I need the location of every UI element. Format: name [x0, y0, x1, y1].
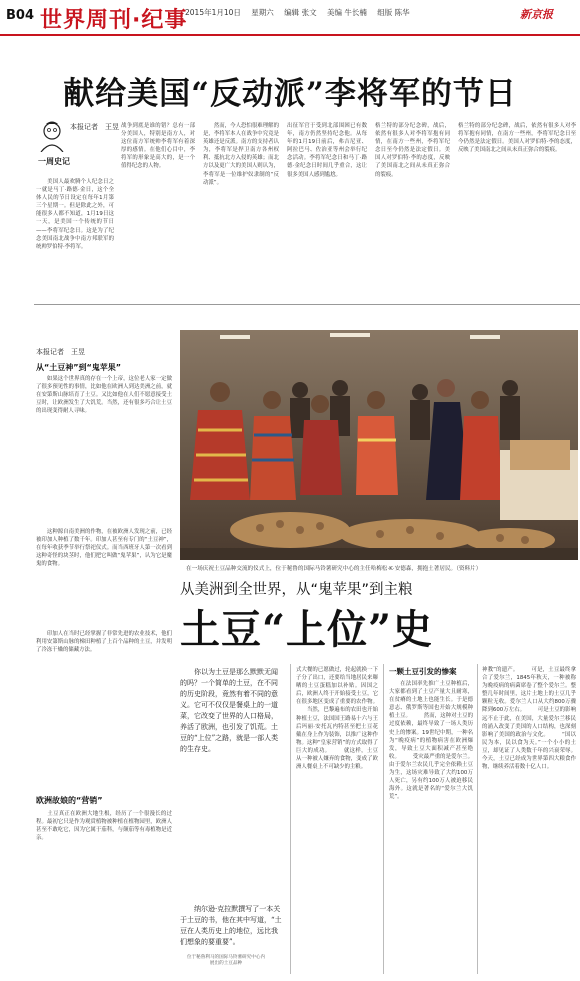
article1-column-1: 美国人最欢腾个人纪念日之一就是马丁·路德·金日，这个全体人民的节日设定在每年1月第三个星期一。但是除此之外，可能很多人都不知道，1月19日这一天，是美国一个传统的节日——李将军纪念日。这是为了纪念美国南北战争中南方邦联军的统帅罗伯特·李将军。	[36, 179, 114, 250]
article1-column-2: 战争到底是谁的错？总有一部分美国人，特别是南方人，对这位南方军统帅李将军有着深厚的感情。在他们心目中，李将军的形象是高大的，是一个值得纪念的人物。	[121, 123, 195, 170]
proofreader: 组版 陈华	[377, 8, 410, 17]
page-header	[0, 0, 580, 36]
publish-date: 2015年1月10日	[185, 8, 241, 17]
ceremony-photo-illustration	[180, 330, 578, 560]
news-photo	[180, 330, 578, 560]
article2-column-1d: 土豆真正在欧洲大地生根，经历了一个很漫长的过程。最初它只是作为观赏植物被种植在植物园里，欧洲人甚至不敢吃它，因为它属于茄科，与颠茄等有毒植物是近亲。	[36, 811, 172, 842]
column-divider	[290, 664, 291, 974]
pull-quote: 你以为土豆是那么默默无闻的吗？一个简单的土豆，在不同的历史阶段，竟然有着不同的意义。它可不仅仅是餐桌上的一道菜，它改变了世界的人口格局，养活了欧洲，也引发了饥荒。土豆的“上位”之路，就是一部人类的生存史。	[180, 668, 279, 753]
column-divider	[477, 664, 478, 974]
article2-column-1b: 这种源自南美洲的作物，在被欧洲人发现之前，已经被印加人种植了数千年。印加人甚至有专门的“土豆神”，在每年收获季节举行祭祀仪式。而当西班牙人第一次看到这种奇怪的块茎时，他们把它叫做“鬼苹果”，认为它是魔鬼的食物。	[36, 529, 172, 568]
article2-column-5: 神教”的遗产。 可是，土豆最终拿合了爱尔兰，1845年秋天，一种被称为晚疫病的病菌席卷了整个爱尔兰。整整几年时间里，这片土地上的土豆几乎颗粒无收。爱尔兰人口从大约800万骤降到600万左右。 可是土豆的影响远不止于此，在美国，大量爱尔兰移民的涌入改变了美国的人口结构，也深刻影响了美国的政治与文化。 “国以民为本，民以食为天。”一个小小的土豆，却见证了人类数千年的兴衰荣辱。今天，土豆已经成为世界第四大粮食作物，继续养活着数十亿人口。	[482, 667, 576, 771]
photo-caption: 在一场庆祝土豆品种交流的仪式上，位于秘鲁的国际马铃薯研究中心的主任哈梅松·K·安德森，拥抱土著居民。（资料片）	[186, 566, 482, 572]
article1-column-3: 然而，今人恐怕很难理解的是，李将军本人在战争中究竟是英雄还是反派。南方的支持者认为，李将军是捍卫南方各州权利、抵抗北方入侵的英雄；而北方以及更广大的美国人则认为，李将军是一位维护奴隶制的“反动派”。	[203, 123, 279, 186]
section-title: 世界周刊·纪事	[40, 8, 188, 33]
article2-subtitle: 从美洲到全世界，从“鬼苹果”到主粮	[180, 582, 413, 598]
subheading: 从“土豆神”到“鬼苹果”	[36, 363, 122, 372]
author-note: 纳尔逊·克拉默撰写了一本关于土豆的书，他在其中写道，“土豆在人类历史上的地位，远比我们想象的要重要”。	[180, 905, 282, 946]
article2-column-4: 在法国率先推广土豆种植后，大家都看到了土豆产量大且耐寒，在贫瘠的土地上也能生长。于是德意志、俄罗斯等国也开始大规模种植土豆。 然而，这种对土豆的过度依赖，最终导致了一场人类历史上的惨案。19世纪中期，一种名为“晚疫病”的植物病害在欧洲爆发，导致土豆大面积减产甚至绝收。 受灾最严重的是爱尔兰。由于爱尔兰农民几乎完全依赖土豆为生，这场灾难导致了大约100万人死亡，另有约100万人被迫移民海外。这就是著名的“爱尔兰大饥荒”。	[389, 681, 473, 801]
article2-column-3: 式大餐的已愿做过，轮起就换一下子分了出口，还要给当地居民来曝晒的土豆蛋糕加以补贴。因国之后，欧洲人终于开始接受土豆，它在很多地区变成了重要的农作物。 当然，巴黎遍布的农田也开始种植土豆，法国国王路易十六与王后玛丽·安托瓦内特甚至把土豆花戴在身上作为装饰，以推广这种作物。这种“皇家营销”的方式取得了巨大的成功。 就这样，土豆从一种被人嫌弃的食物，变成了欧洲人餐桌上不可缺少的主粮。	[296, 667, 378, 771]
inset-caption: 位于秘鲁利马的国际马铃薯研究中心内展出的土豆品种	[186, 955, 266, 966]
article2-column-1a: 如果这个世界真的存在一个上帝，这位老人家一定做了很多预见性的事情，比如他在欧洲人到达美洲之前，就在安第斯山脉培育了土豆。又比如他在人们不愿意接受土豆时，让欧洲发生了大饥荒。当然，还有很多巧合让土豆的出现变得耐人寻味。	[36, 376, 172, 415]
subheading: 一颗土豆引发的惨案	[389, 667, 457, 676]
article2-column-1c: 印加人在当时已经掌握了非常先进的农业技术，他们利用安第斯山脉的梯田种植了上百个品种的土豆，并发明了冷冻干燥的储藏方法。	[36, 631, 172, 654]
author-portrait-icon	[38, 120, 66, 152]
newspaper-logo: 新京报	[520, 8, 553, 21]
article1-column-6: 格兰特的部分纪念碑，战后，依然有很多人对李将军抱有同情，在南方一些州，李将军纪念日至今仍然是法定假日。美国人对罗伯特·李的态度，反映了美国南北之间从未真正弥合的裂痕。	[458, 123, 576, 154]
column-divider	[383, 664, 384, 974]
article1-column-5: 格兰特的部分纪念碑，战后，依然有很多人对李将军抱有同情，在南方一些州，李将军纪念日至今仍然是法定假日。美国人对罗伯特·李的态度，反映了美国南北之间从未真正弥合的裂痕。	[375, 123, 450, 178]
column-byline-block	[38, 118, 128, 173]
editor: 编辑 张文	[284, 8, 317, 17]
column-name: 一周史记	[38, 157, 70, 166]
page-number: B04	[6, 8, 34, 23]
article1-headline: 献给美国“反动派”李将军的节日	[63, 76, 517, 112]
weekday: 星期六	[251, 8, 274, 17]
designer: 美编 牛长楠	[326, 8, 367, 17]
page-meta	[185, 7, 418, 18]
article2-headline: 土豆“上位”史	[180, 606, 434, 653]
subheading: 欧洲故娘的“营销”	[36, 796, 103, 805]
section-divider	[34, 304, 580, 305]
article1-column-4: 出征军官于受到北部围困已有数年，南方仍然坚持纪念他。从每年的1月19日前后，弗吉尼亚、阿拉巴马、佐治亚等州会举行纪念活动。李将军纪念日和马丁·路德·金纪念日时间几乎重合，这让很多美国人感到尴尬。	[287, 123, 367, 178]
byline: 本报记者 王昱	[36, 348, 85, 356]
byline: 本报记者 王昱	[70, 123, 119, 131]
